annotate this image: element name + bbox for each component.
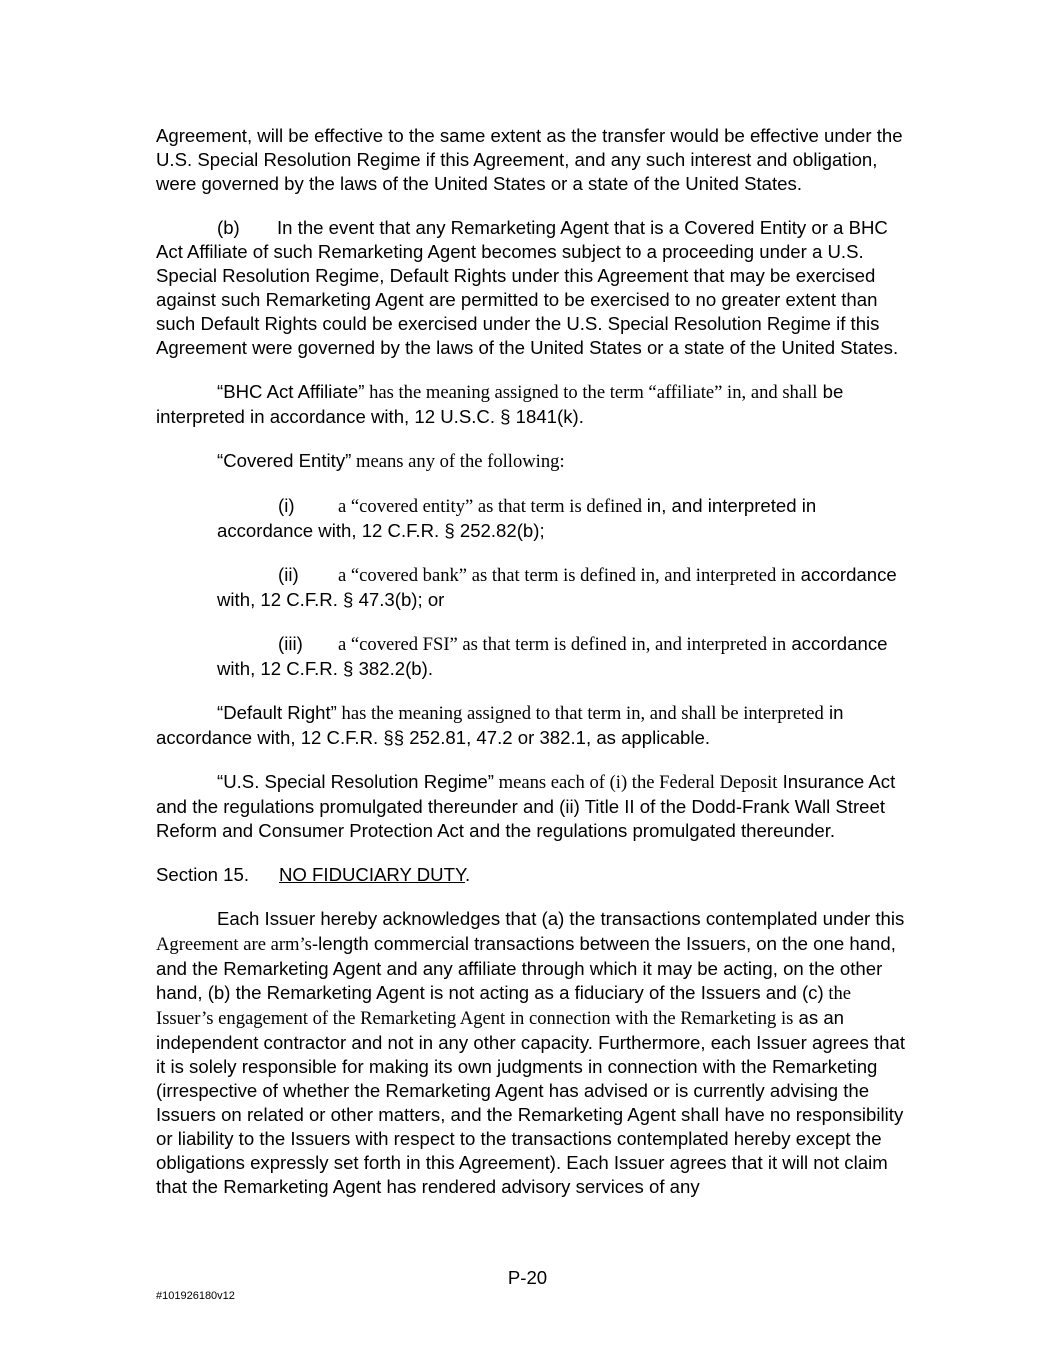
list-item-label: (ii): [278, 564, 299, 585]
section-number: Section 15.: [156, 864, 250, 885]
definition-bhc-act-affiliate: [156, 380, 906, 429]
list-item: [217, 494, 906, 543]
section-body-text: Each Issuer hereby acknowledges that (a) the transactions contemplated under this: [217, 908, 905, 929]
section-body-text: as an independent contractor and not in any other capacity. Furthermore, each Issuer agrees that it is solely responsible for making its own judgments in connection with the Remarketing (irrespective of whether the Remarketing Agent has advised or is currently advising the Issuers on related or other matters, and the Remarketing Agent shall have no responsibility or liability to the Issuers with respect to the transactions contemplated hereby except the obligations expressly set forth in this Agreement). Each Issuer agrees that it will not claim that the Remarketing Agent has rendered advisory services of any: [156, 1007, 906, 1197]
section-heading: [156, 863, 906, 887]
definition-text: means each of (i) the Federal Deposit: [493, 772, 778, 793]
definition-text: means any of the following:: [351, 451, 565, 472]
list-item-label: (i): [278, 495, 295, 516]
section-body-text-serif: Agreement are arm’s: [156, 934, 312, 955]
definition-term: “U.S. Special Resolution Regime”: [217, 771, 494, 792]
list-item-text: a “covered bank” as that term is defined in, and interpreted in: [338, 565, 796, 586]
definition-text: has the meaning assigned to the term “affiliate” in, and shall: [364, 382, 818, 403]
definition-text-rest: Insurance Act and the regulations promulgated thereunder and (ii) Title II of the Dodd-Frank Wall Street Reform and Consumer Protection Act and the regulations promulgated thereunder.: [156, 771, 896, 841]
list-item: [217, 563, 906, 612]
document-page: [156, 124, 906, 1219]
list-item-text-rest: accordance with, 12 C.F.R. § 382.2(b).: [217, 633, 888, 679]
paragraph-b-text: In the event that any Remarketing Agent that is a Covered Entity or a BHC Act Affiliate of such Remarketing Agent becomes subject to a proceeding under a U.S. Special Resolution Regime, Default Rights under this Agreement that may be exercised against such Remarketing Agent are permitted to be exercised to no greater extent than such Default Rights could be exercised under the U.S. Special Resolution Regime if this Agreement were governed by the laws of the United States or a state of the United States.: [156, 217, 899, 358]
paragraph-b-label: (b): [217, 217, 240, 238]
definition-term: “BHC Act Affiliate”: [217, 381, 365, 402]
section-body-text: -length commercial transactions between the Issuers, on the one hand, and the Remarketing Agent and any affiliate through which it may be acting, on the other hand, (b) the Remarketing Agent is not acting as a fiduciary of the Issuers and (c): [156, 933, 896, 1003]
section-title-period: .: [464, 864, 471, 885]
document-id: #101926180v12: [156, 1290, 235, 1302]
definition-covered-entity: [156, 449, 906, 474]
list-item-text: a “covered FSI” as that term is defined in, and interpreted in: [338, 634, 787, 655]
section-body-paragraph: [156, 907, 906, 1199]
list-item: [217, 632, 906, 681]
section-body-text-serif: the Issuer’s engagement of the Remarketing Agent in connection with the Remarketing is: [156, 983, 852, 1029]
definition-text-rest: be interpreted in accordance with, 12 U.S.C. § 1841(k).: [156, 381, 844, 427]
section-title: NO FIDUCIARY DUTY: [279, 864, 465, 885]
definition-us-special-resolution-regime: [156, 770, 906, 843]
definition-term: “Default Right”: [217, 702, 337, 723]
definition-default-right: [156, 701, 906, 750]
list-item-label: (iii): [278, 633, 303, 654]
list-item-text: a “covered entity” as that term is defined: [338, 496, 647, 517]
continuation-paragraph: Agreement, will be effective to the same extent as the transfer would be effective under the U.S. Special Resolution Regime if this Agreement, and any such interest and obligation, were governed by the laws of the United States or a state of the United States.: [156, 125, 903, 194]
page-number: P-20: [507, 1267, 548, 1288]
definition-text-rest: in accordance with, 12 C.F.R. §§ 252.81, 47.2 or 382.1, as applicable.: [156, 702, 844, 748]
list-item-text-rest: in, and interpreted in accordance with, 12 C.F.R. § 252.82(b);: [217, 495, 817, 541]
definition-term: “Covered Entity”: [217, 450, 352, 471]
paragraph-b: [156, 216, 906, 360]
list-item-text-rest: accordance with, 12 C.F.R. § 47.3(b); or: [217, 564, 897, 610]
definition-text: has the meaning assigned to that term in, and shall be interpreted: [336, 703, 824, 724]
